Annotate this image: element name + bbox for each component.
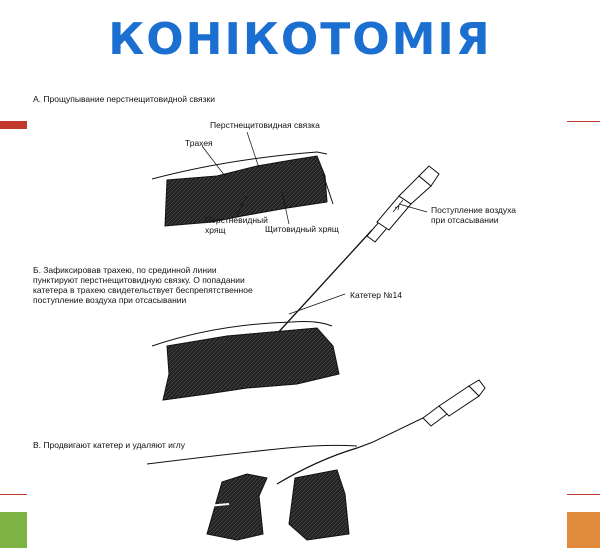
label-air-line2: при отсасывании — [431, 215, 499, 225]
label-catheter: Катетер №14 — [350, 290, 402, 300]
section-b-drawing — [152, 322, 339, 401]
illustration — [27, 84, 567, 548]
label-thyroid: Щитовидный хрящ — [265, 224, 339, 234]
slide-title: КОНІКОТОМІЯ — [108, 14, 492, 65]
red-accent-line-bottom-right — [567, 494, 600, 495]
red-accent-line-right — [567, 121, 600, 122]
label-cricoid-line2: хрящ — [205, 225, 226, 235]
section-a-drawing — [152, 132, 333, 226]
section-b-caption-line3: катетера в трахею свидетельствует беспрепятственное — [33, 285, 253, 295]
green-accent-block — [0, 512, 27, 548]
section-b-caption-line2: пунктируют перстнещитовидную связку. О попадании — [33, 275, 245, 285]
section-c-caption: В. Продвигают катетер и удаляют иглу — [33, 440, 186, 450]
label-ligament: Перстнещитовидная связка — [210, 120, 320, 130]
red-accent-line-bottom-left — [0, 494, 27, 495]
red-accent-bar-left — [0, 121, 27, 129]
section-b-caption-line4: поступление воздуха при отсасывании — [33, 295, 187, 305]
label-air-line1: Поступление воздуха — [431, 205, 516, 215]
label-cricoid-line1: Перстневидный — [205, 215, 268, 225]
conicotomy-figure — [27, 84, 567, 548]
label-trachea: Трахея — [185, 138, 213, 148]
section-a-caption: А. Прощупывание перстнещитовидной связки — [33, 94, 215, 104]
section-b-caption-line1: Б. Зафиксировав трахею, по срединной линии — [33, 265, 217, 275]
orange-accent-block — [567, 512, 600, 548]
section-c-drawing — [147, 380, 485, 540]
